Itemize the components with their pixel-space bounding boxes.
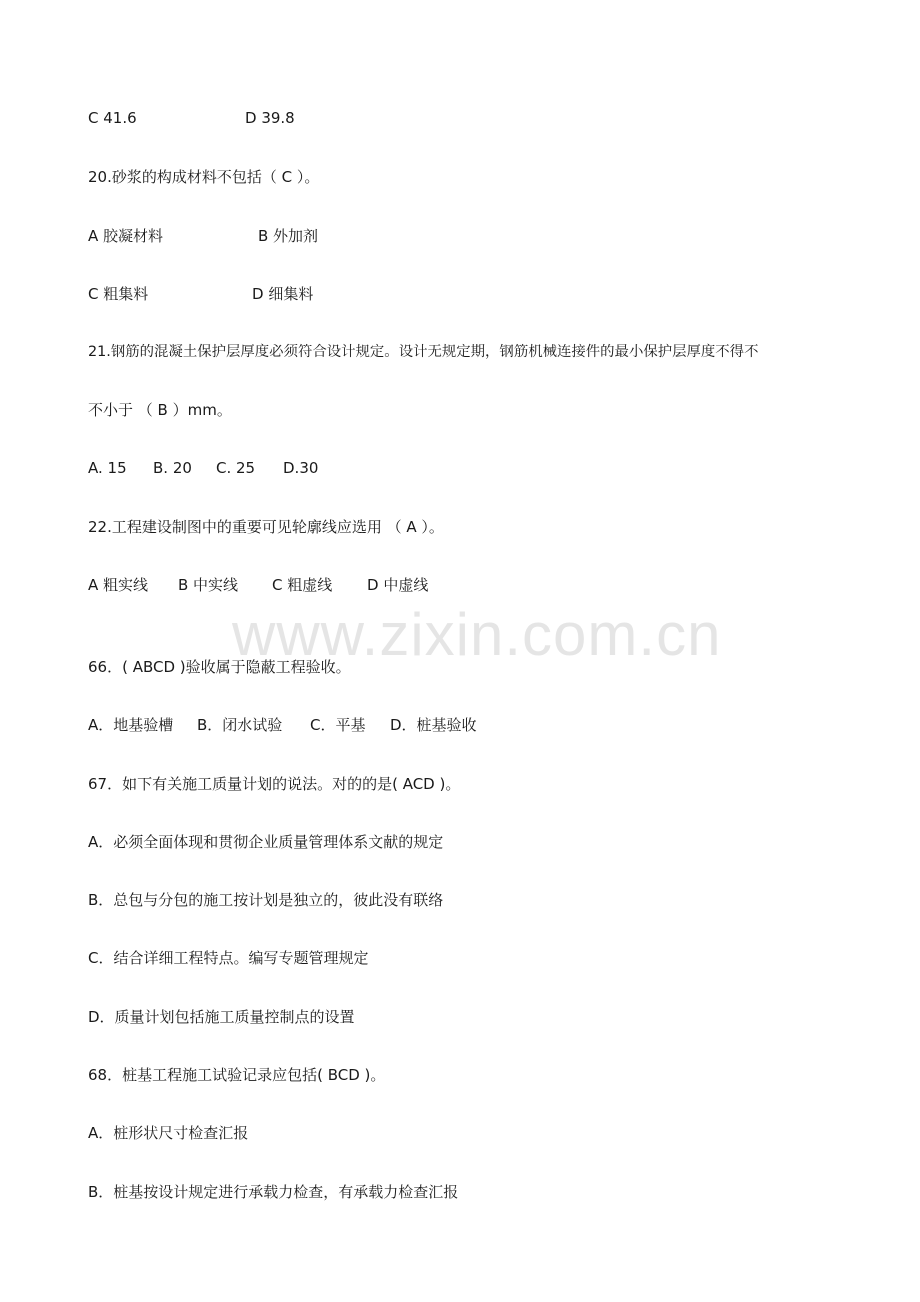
- option-a: A 胶凝材料: [88, 227, 164, 245]
- option-a: A 粗实线: [88, 576, 149, 594]
- option-d: D．质量计划包括施工质量控制点的设置: [88, 1008, 355, 1026]
- question-67: 67．如下有关施工质量计划的说法。对的的是( ACD )。: [88, 775, 461, 793]
- question-68: 68．桩基工程施工试验记录应包括( BCD )。: [88, 1066, 386, 1084]
- option-a: A．必须全面体现和贯彻企业质量管理体系文献的规定: [88, 833, 444, 851]
- option-c: C 41.6: [88, 109, 137, 127]
- option-d: D 中虚线: [367, 576, 429, 594]
- option-b: B 外加剂: [258, 227, 319, 245]
- option-a: A．地基验槽: [88, 716, 174, 734]
- question-21: 21.钢筋的混凝土保护层厚度必须符合设计规定。设计无规定期，钢筋机械连接件的最小保护层厚度不得不: [88, 344, 759, 360]
- question-66: 66．( ABCD )验收属于隐蔽工程验收。: [88, 658, 351, 676]
- option-d: D 细集料: [252, 285, 314, 303]
- option-d: D．桩基验收: [390, 716, 477, 734]
- option-b: B．桩基按设计规定进行承载力检查，有承载力检查汇报: [88, 1183, 459, 1201]
- option-c: C．平基: [310, 716, 366, 734]
- option-b: B. 20: [153, 459, 192, 477]
- option-a: A．桩形状尺寸检查汇报: [88, 1124, 249, 1142]
- option-d: D.30: [283, 459, 319, 477]
- option-b: B 中实线: [178, 576, 239, 594]
- option-a: A. 15: [88, 459, 127, 477]
- question-21-continued: 不小于 （ B ）mm。: [88, 401, 232, 419]
- option-c: C 粗虚线: [272, 576, 333, 594]
- option-b: B．闭水试验: [197, 716, 283, 734]
- option-d: D 39.8: [245, 109, 295, 127]
- option-c: C. 25: [216, 459, 256, 477]
- option-c: C．结合详细工程特点。编写专题管理规定: [88, 949, 369, 967]
- watermark: www.zixin.com.cn: [232, 601, 722, 668]
- question-22: 22.工程建设制图中的重要可见轮廓线应选用 （ A ）。: [88, 518, 444, 536]
- question-20: 20.砂浆的构成材料不包括（ C ）。: [88, 168, 320, 186]
- option-c: C 粗集料: [88, 285, 149, 303]
- option-b: B．总包与分包的施工按计划是独立的，彼此没有联络: [88, 891, 444, 909]
